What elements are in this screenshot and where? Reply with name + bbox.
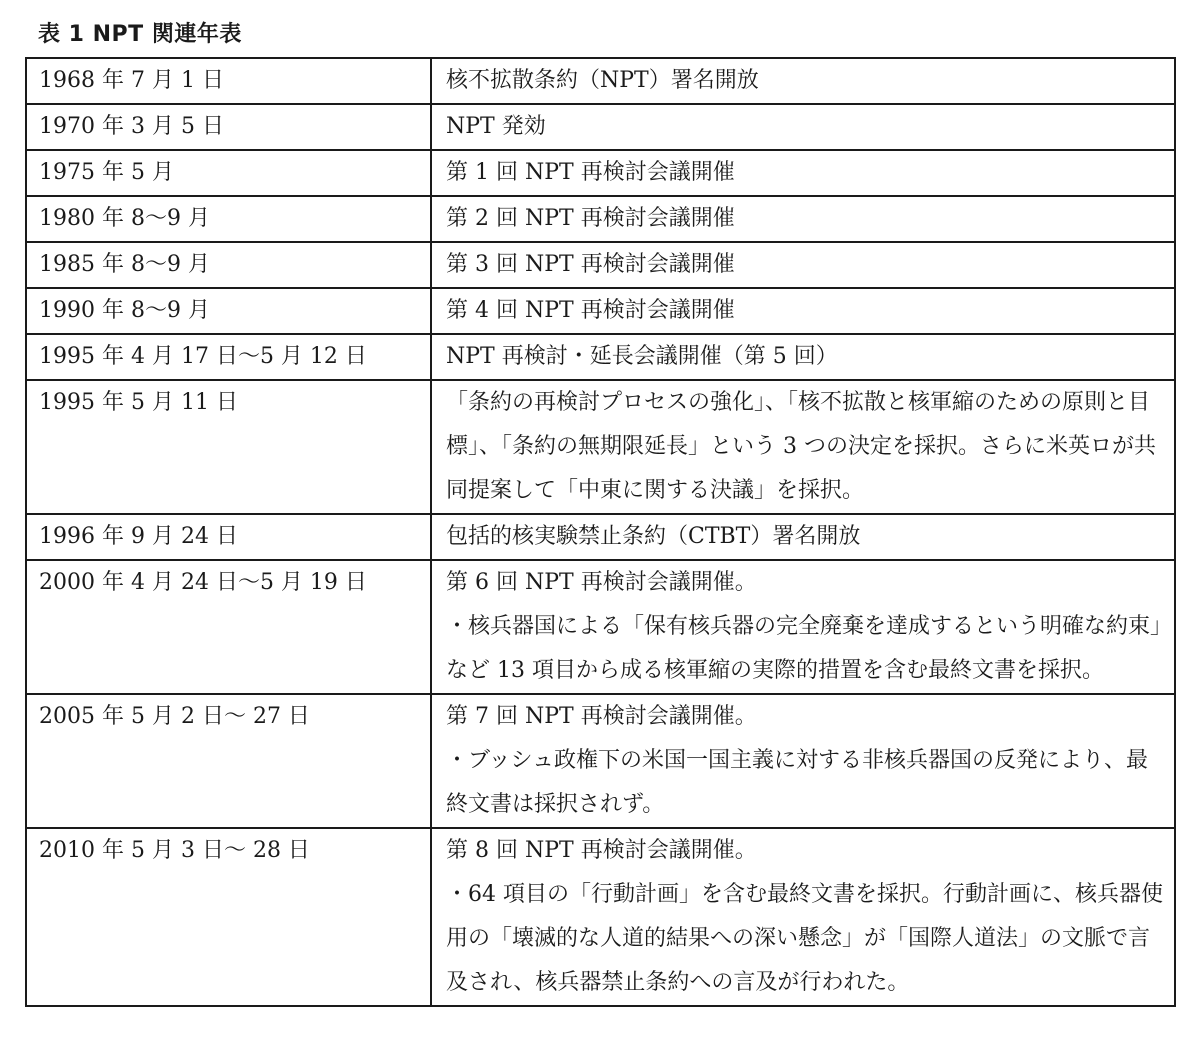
event-text: 第 6 回 NPT 再検討会議開催。 bbox=[446, 570, 757, 595]
event-text: NPT 発効 bbox=[446, 114, 546, 139]
event-text: ・核兵器国による「保有核兵器の完全廃棄を達成するという明確な約束」など 13 項目から成る核軍縮の実際的措置を含む最終文書を採択。 bbox=[446, 614, 1162, 683]
date-cell: 1968 年 7 月 1 日 bbox=[26, 58, 431, 104]
table-row bbox=[26, 150, 1175, 196]
date-cell: 1996 年 9 月 24 日 bbox=[26, 514, 431, 560]
event-cell bbox=[431, 104, 1175, 150]
table-caption: 表 1 NPT 関連年表 bbox=[38, 22, 242, 47]
event-cell bbox=[431, 694, 1175, 828]
date-cell: 2010 年 5 月 3 日〜 28 日 bbox=[26, 828, 431, 1006]
date-cell: 2000 年 4 月 24 日〜5 月 19 日 bbox=[26, 560, 431, 694]
date-cell: 2005 年 5 月 2 日〜 27 日 bbox=[26, 694, 431, 828]
event-cell bbox=[431, 514, 1175, 560]
event-cell bbox=[431, 150, 1175, 196]
event-cell bbox=[431, 288, 1175, 334]
date-cell: 1970 年 3 月 5 日 bbox=[26, 104, 431, 150]
event-text: 第 1 回 NPT 再検討会議開催 bbox=[446, 160, 735, 185]
table-row bbox=[26, 288, 1175, 334]
event-text: 核不拡散条約（NPT）署名開放 bbox=[446, 68, 759, 93]
event-cell bbox=[431, 242, 1175, 288]
event-text: NPT 再検討・延長会議開催（第 5 回） bbox=[446, 344, 838, 369]
table-row bbox=[26, 104, 1175, 150]
event-text: ・64 項目の「行動計画」を含む最終文書を採択。行動計画に、核兵器使用の「壊滅的な人道的結果への深い懸念」が「国際人道法」の文脈で言及され、核兵器禁止条約への言及が行われた。 bbox=[446, 882, 1163, 995]
table-row bbox=[26, 560, 1175, 694]
event-text: 第 2 回 NPT 再検討会議開催 bbox=[446, 206, 735, 231]
table-row bbox=[26, 694, 1175, 828]
table-row bbox=[26, 242, 1175, 288]
table-row bbox=[26, 514, 1175, 560]
date-cell: 1995 年 5 月 11 日 bbox=[26, 380, 431, 514]
event-text: 第 3 回 NPT 再検討会議開催 bbox=[446, 252, 735, 277]
date-cell: 1995 年 4 月 17 日〜5 月 12 日 bbox=[26, 334, 431, 380]
event-text: 第 4 回 NPT 再検討会議開催 bbox=[446, 298, 735, 323]
timeline-body bbox=[26, 58, 1175, 1006]
event-cell bbox=[431, 58, 1175, 104]
date-cell: 1990 年 8〜9 月 bbox=[26, 288, 431, 334]
event-cell bbox=[431, 828, 1175, 1006]
table-row bbox=[26, 828, 1175, 1006]
event-text: 「条約の再検討プロセスの強化」、「核不拡散と核軍縮のための原則と目標」、「条約の無期限延長」という 3 つの決定を採択。さらに米英ロが共同提案して「中東に関する決議」を採択。 bbox=[446, 390, 1156, 503]
table-row bbox=[26, 334, 1175, 380]
event-cell bbox=[431, 380, 1175, 514]
event-cell bbox=[431, 560, 1175, 694]
date-cell: 1980 年 8〜9 月 bbox=[26, 196, 431, 242]
npt-timeline-table bbox=[25, 57, 1176, 1007]
event-text: 第 8 回 NPT 再検討会議開催。 bbox=[446, 838, 757, 863]
table-row bbox=[26, 196, 1175, 242]
date-cell: 1975 年 5 月 bbox=[26, 150, 431, 196]
event-text: ・ブッシュ政権下の米国一国主義に対する非核兵器国の反発により、最終文書は採択されず。 bbox=[446, 748, 1149, 817]
event-text: 第 7 回 NPT 再検討会議開催。 bbox=[446, 704, 757, 729]
event-text: 包括的核実験禁止条約（CTBT）署名開放 bbox=[446, 524, 861, 549]
table-row bbox=[26, 58, 1175, 104]
table-row bbox=[26, 380, 1175, 514]
date-cell: 1985 年 8〜9 月 bbox=[26, 242, 431, 288]
event-cell bbox=[431, 196, 1175, 242]
event-cell bbox=[431, 334, 1175, 380]
